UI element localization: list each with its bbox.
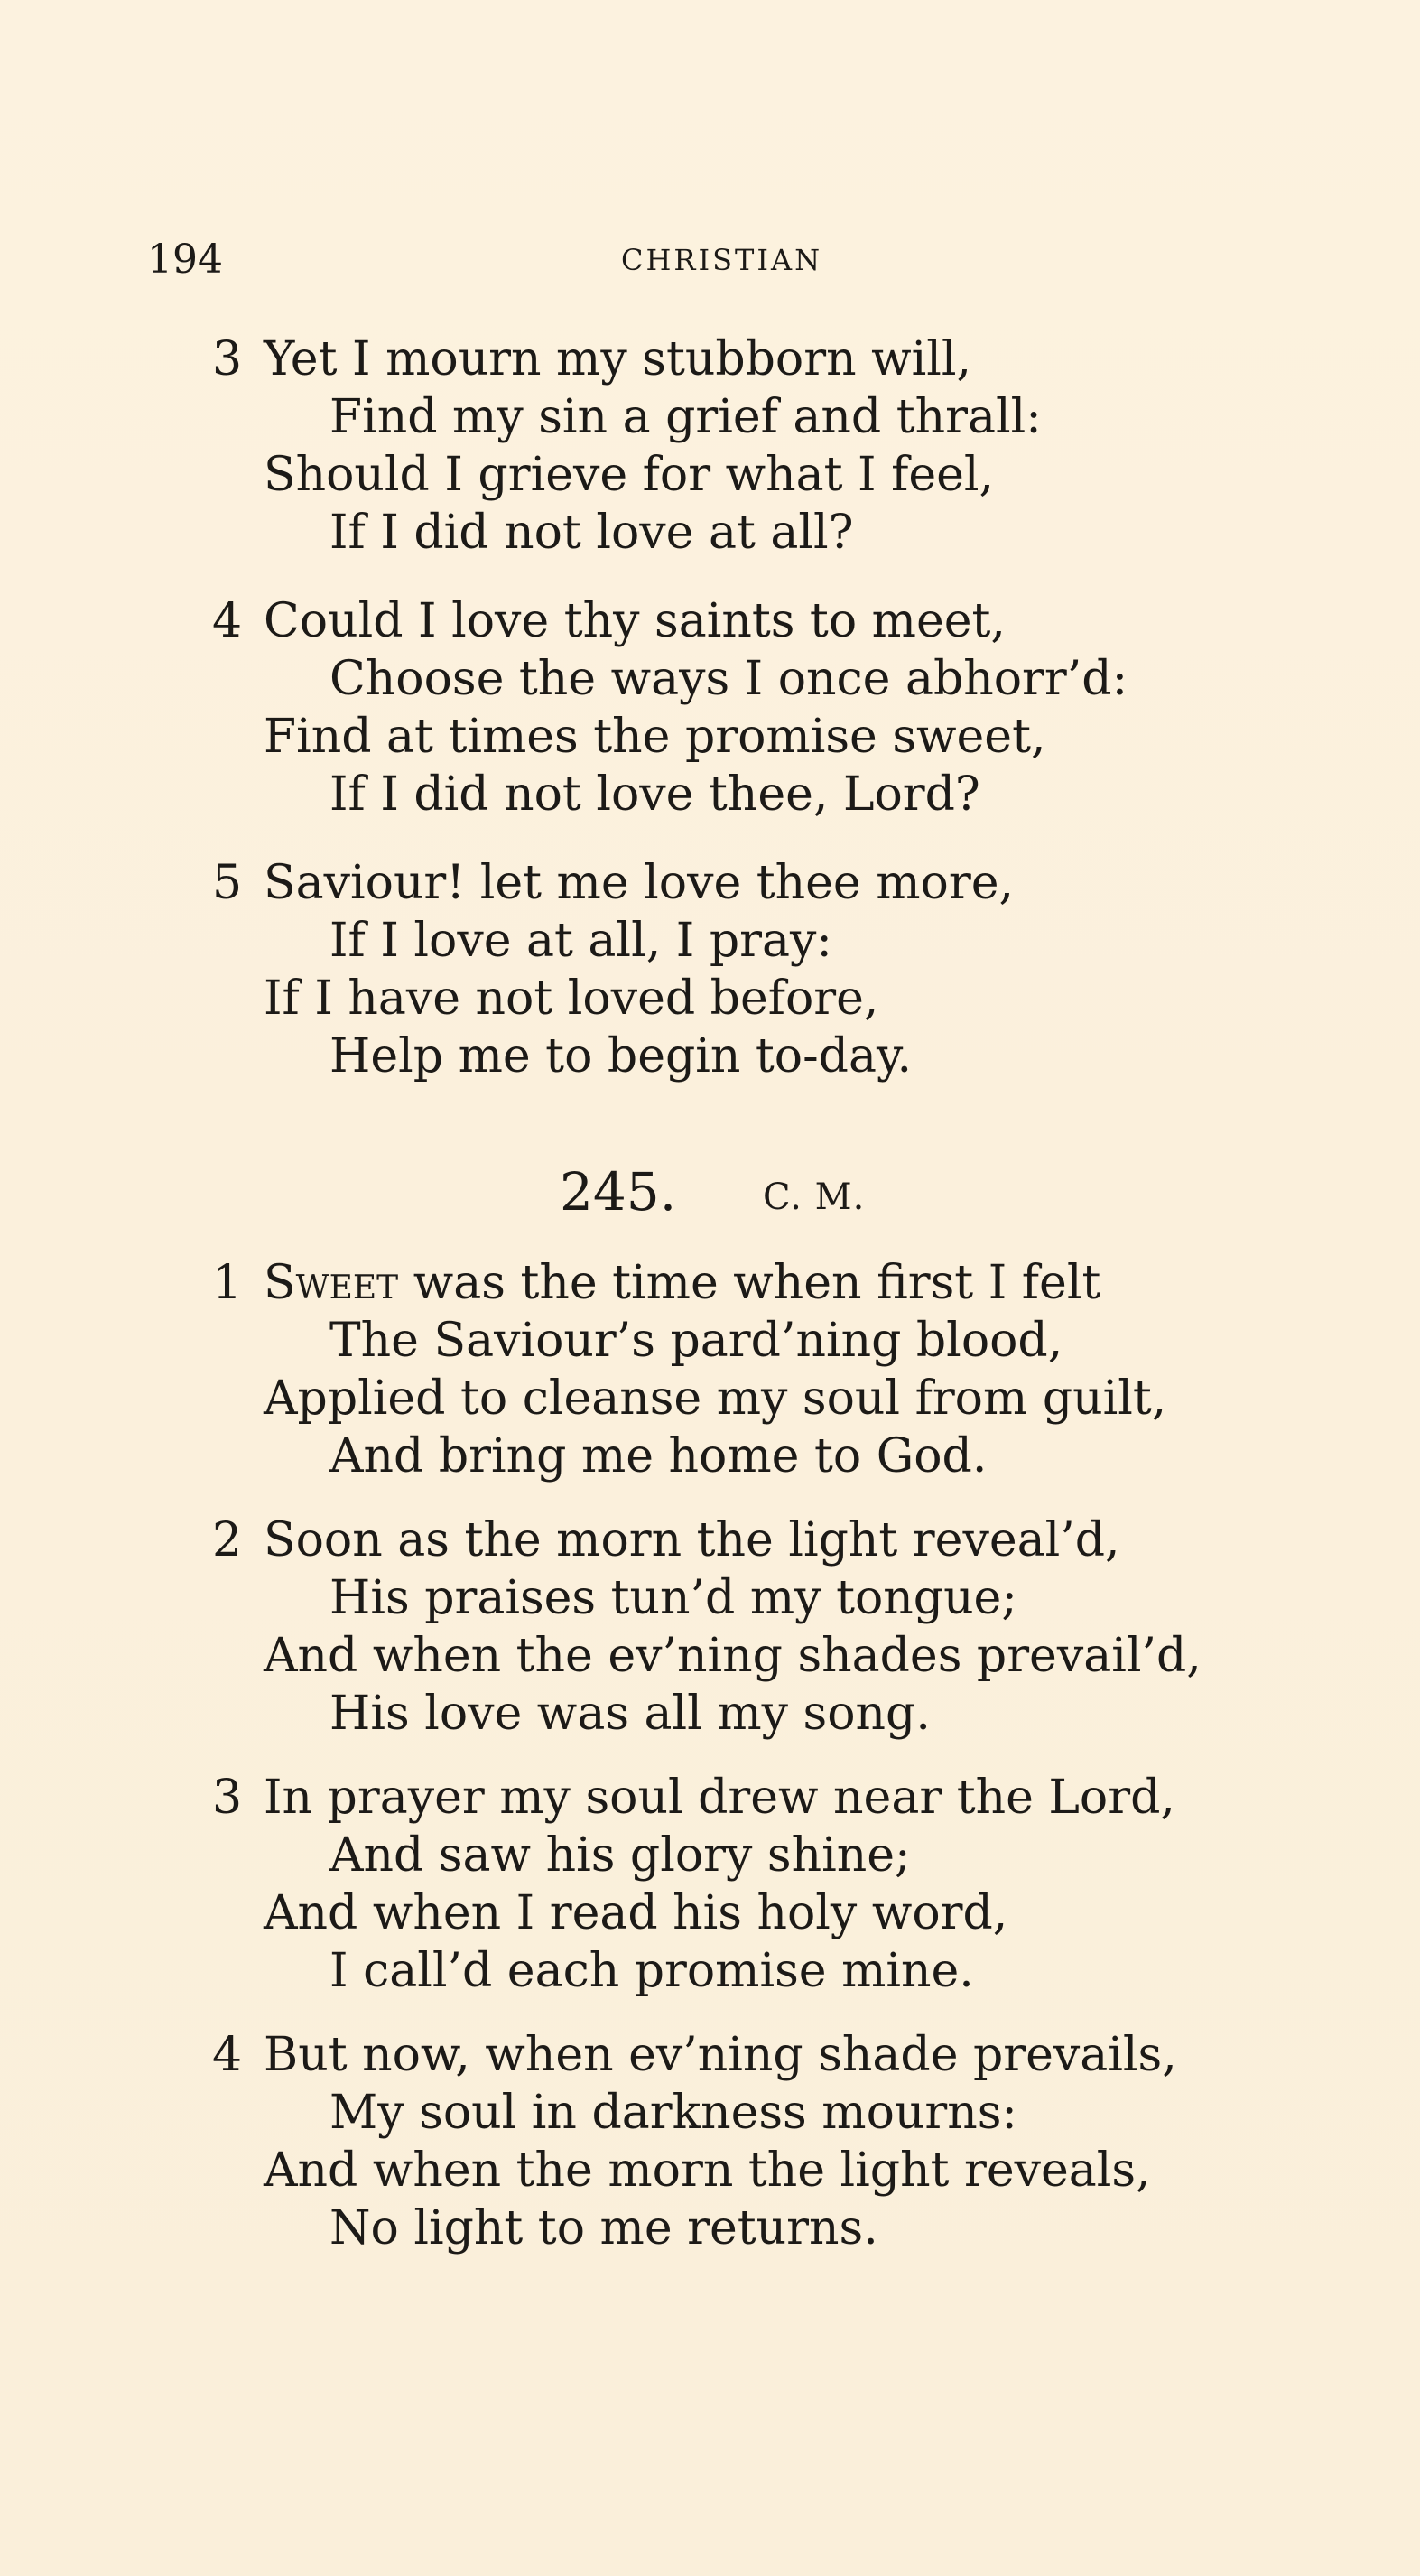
stanza-number: 3	[212, 1771, 243, 1825]
verse-line: His praises tun’d my tongue;	[329, 1571, 1017, 1625]
hymn-heading	[560, 1160, 1011, 1223]
verse-line: If I did not love at all?	[329, 506, 854, 560]
verse-line: Saviour! let me love thee more,	[264, 856, 1015, 910]
stanza-number: 4	[212, 594, 243, 648]
stanza-number: 1	[212, 1256, 243, 1310]
verse-line: Help me to begin to-day.	[329, 1029, 912, 1083]
stanza-number: 5	[212, 856, 243, 910]
hymn-meter: C. M.	[763, 1176, 866, 1218]
verse-line: If I have not loved before,	[264, 972, 879, 1026]
verse-line: His love was all my song.	[329, 1687, 931, 1741]
verse-line: My soul in darkness mourns:	[329, 2086, 1017, 2140]
page-header	[147, 233, 1248, 287]
first-word: Sweet	[264, 1256, 399, 1310]
verse-line: Soon as the morn the light reveal’d,	[264, 1513, 1120, 1567]
verse-line: And when the morn the light reveals,	[264, 2144, 1151, 2198]
verse-line: I call’d each promise mine.	[329, 1944, 974, 1998]
verse-line: In prayer my soul drew near the Lord,	[264, 1771, 1175, 1825]
verse-line: And bring me home to God.	[329, 1429, 988, 1483]
verse-line: Find my sin a grief and thrall:	[329, 390, 1042, 444]
verse-line: No light to me returns.	[329, 2201, 878, 2255]
verse-line-rest: was the time when first I felt	[398, 1256, 1101, 1310]
verse-line: And when the ev’ning shades prevail’d,	[264, 1629, 1202, 1683]
page-number: 194	[147, 237, 223, 283]
verse-line: If I did not love thee, Lord?	[329, 767, 980, 822]
verse-line: But now, when ev’ning shade prevails,	[264, 2028, 1177, 2082]
verse-line: Applied to cleanse my soul from guilt,	[264, 1372, 1167, 1426]
verse-line: Find at times the promise sweet,	[264, 710, 1046, 764]
stanza-number: 4	[212, 2028, 243, 2082]
verse-line: Yet I mourn my stubborn will,	[264, 332, 972, 386]
verse-line: Could I love thy saints to meet,	[264, 594, 1006, 648]
hymn-number: 245.	[560, 1161, 677, 1223]
verse-line: Should I grieve for what I feel,	[264, 448, 995, 502]
stanza-number: 3	[212, 332, 243, 386]
verse-line: And saw his glory shine;	[329, 1828, 911, 1883]
stanza-number: 2	[212, 1513, 243, 1567]
verse-line: If I love at all, I pray:	[329, 914, 832, 968]
verse-line: The Saviour’s pard’ning blood,	[329, 1314, 1063, 1368]
running-head: CHRISTIAN	[621, 243, 823, 277]
verse-line	[264, 1253, 1100, 1313]
verse-line: And when I read his holy word,	[264, 1886, 1008, 1940]
verse-line: Choose the ways I once abhorr’d:	[329, 652, 1128, 706]
